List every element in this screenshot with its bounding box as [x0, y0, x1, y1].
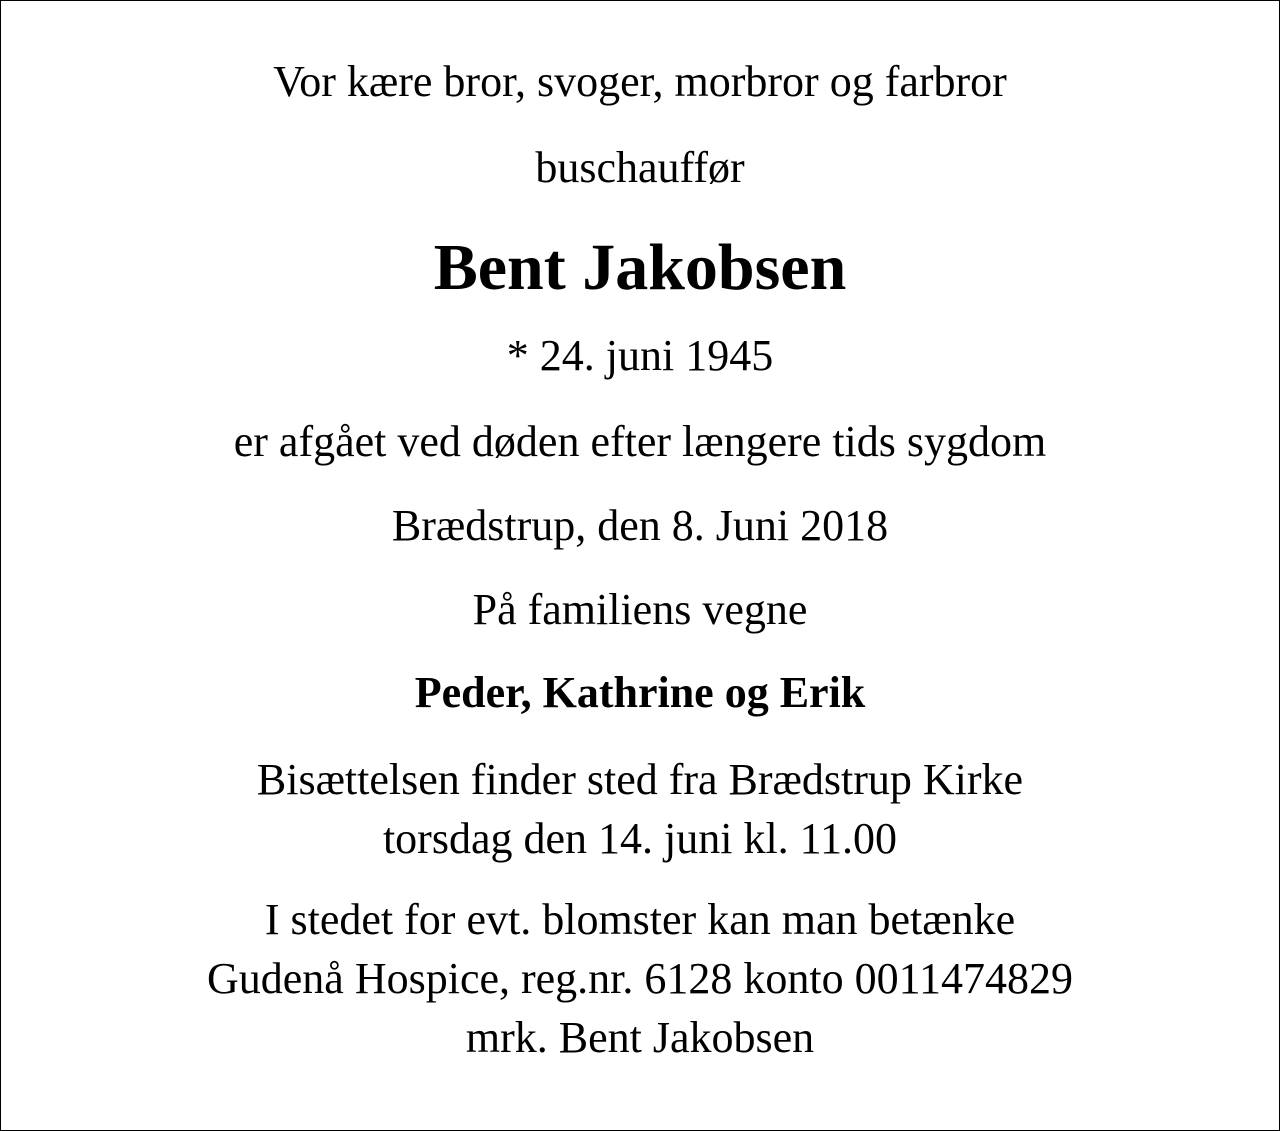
- on-behalf-text: På familiens vegne: [472, 585, 808, 634]
- deceased-name: Bent Jakobsen: [433, 231, 847, 304]
- occupation-text: buschauffør: [535, 143, 745, 192]
- death-statement: er afgået ved døden efter længere tids sygdom: [233, 417, 1047, 466]
- funeral-line: Bisættelsen finder sted fra Brædstrup Kirke: [256, 755, 1024, 804]
- donation-line: mrk. Bent Jakobsen: [465, 1013, 815, 1062]
- donation-line: Gudenå Hospice, reg.nr. 6128 konto 0011474829: [206, 954, 1073, 1003]
- intro-text: Vor kære bror, svoger, morbror og farbror: [273, 57, 1007, 106]
- donation-line: I stedet for evt. blomster kan man betænke: [264, 895, 1016, 944]
- family-names: Peder, Kathrine og Erik: [414, 668, 866, 717]
- place-and-date: Brædstrup, den 8. Juni 2018: [391, 501, 889, 550]
- birth-date: * 24. juni 1945: [506, 331, 774, 380]
- funeral-line: torsdag den 14. juni kl. 11.00: [382, 814, 898, 863]
